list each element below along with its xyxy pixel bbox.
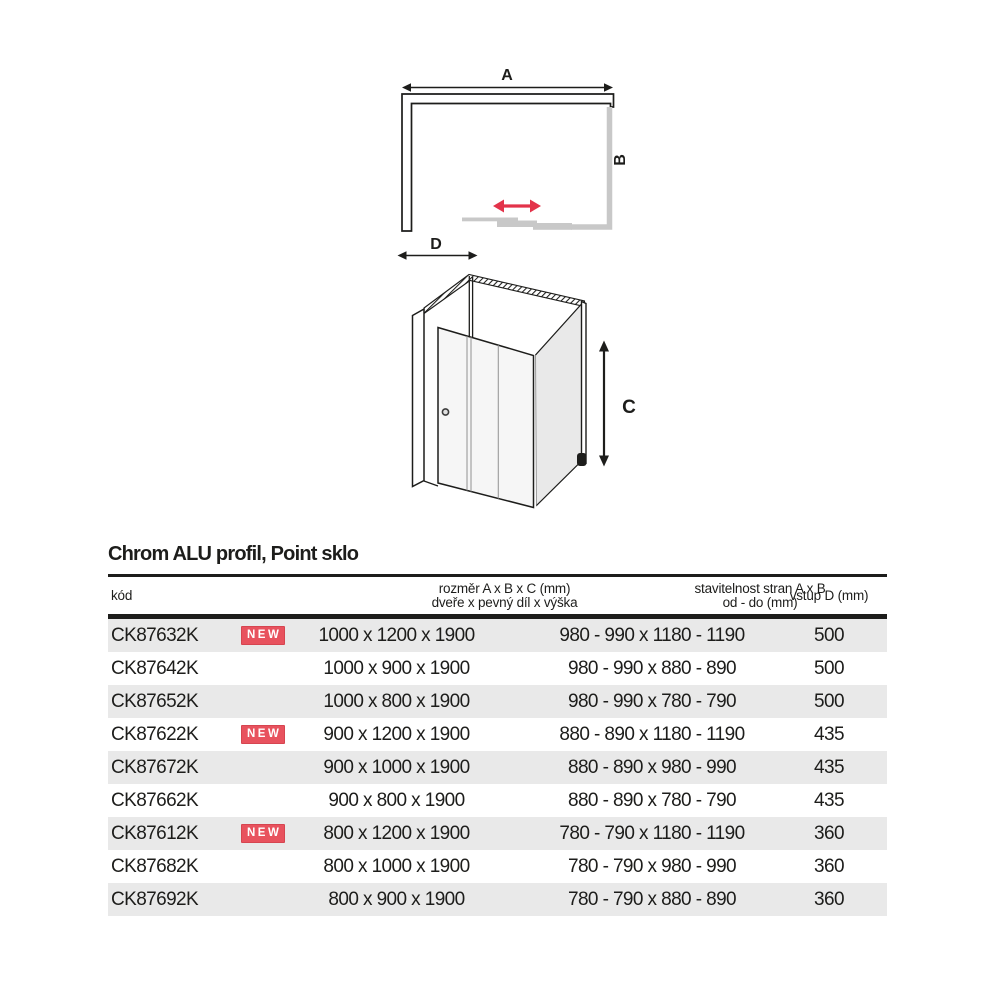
- cell-entry: 360: [814, 823, 844, 844]
- new-badge: NEW: [241, 626, 285, 645]
- cell-adjust: 880 - 890 x 1180 - 1190: [559, 724, 745, 745]
- cell-badge: [240, 619, 300, 652]
- table-row: [108, 817, 887, 850]
- cell-entry: 435: [814, 790, 844, 811]
- cell-code: CK87632K: [111, 625, 199, 646]
- cell-size: 800 x 1200 x 1900: [323, 823, 470, 844]
- cell-badge: [240, 784, 300, 817]
- back-corner-post: [469, 276, 472, 338]
- cell-size: 1000 x 1200 x 1900: [318, 625, 475, 646]
- cell-adjust: 780 - 790 x 1180 - 1190: [559, 823, 745, 844]
- cell-adjust: 780 - 790 x 980 - 990: [567, 856, 737, 877]
- isometric-diagram: [400, 268, 660, 520]
- cell-code: CK87662K: [111, 790, 199, 811]
- cell-entry: 435: [814, 724, 844, 745]
- cell-adjust: 980 - 990 x 880 - 890: [567, 658, 737, 679]
- cell-entry: 500: [814, 625, 844, 646]
- table-row: [108, 685, 887, 718]
- header-adjust-line1: stavitelnost stran A x B: [694, 580, 826, 596]
- new-badge: NEW: [241, 824, 285, 843]
- right-profile-post: [582, 302, 587, 464]
- cell-code: CK87612K: [111, 823, 199, 844]
- fixed-side-wall: [571, 107, 610, 227]
- plan-diagram: [385, 55, 665, 270]
- table-row: [108, 883, 887, 916]
- cell-adjust: 880 - 890 x 980 - 990: [567, 757, 737, 778]
- cell-entry: 360: [814, 856, 844, 877]
- top-wall-band: [424, 275, 585, 314]
- new-badge: NEW: [241, 725, 285, 744]
- cell-entry: 360: [814, 889, 844, 910]
- header-size: [408, 582, 601, 610]
- cell-code: CK87642K: [111, 658, 199, 679]
- dimension-c-label: C: [622, 397, 636, 418]
- table-row: [108, 619, 887, 652]
- cell-size: 900 x 1000 x 1900: [323, 757, 470, 778]
- cell-badge: [240, 850, 300, 883]
- door-handle-knob: [442, 409, 448, 415]
- cell-code: CK87622K: [111, 724, 199, 745]
- cell-code: CK87682K: [111, 856, 199, 877]
- profile-foot: [577, 453, 587, 466]
- cell-size: 1000 x 900 x 1900: [323, 658, 470, 679]
- header-size-line2: dveře x pevný díl x výška: [431, 594, 578, 610]
- table-row: [108, 850, 887, 883]
- cell-size: 900 x 800 x 1900: [328, 790, 465, 811]
- cell-badge: [240, 817, 300, 850]
- cell-size: 1000 x 800 x 1900: [323, 691, 470, 712]
- wall-profile-outline: [402, 94, 614, 231]
- table-row: [108, 718, 887, 751]
- cell-badge: [240, 751, 300, 784]
- page-title: Chrom ALU profil, Point sklo: [108, 543, 359, 565]
- cell-badge: [240, 652, 300, 685]
- floor-edge: [424, 481, 438, 486]
- cell-entry: 500: [814, 691, 844, 712]
- cell-code: CK87672K: [111, 757, 199, 778]
- product-spec-table: [108, 574, 887, 916]
- cell-size: 800 x 900 x 1900: [328, 889, 465, 910]
- cell-adjust: 780 - 790 x 880 - 890: [567, 889, 737, 910]
- header-adjustability: [601, 582, 919, 610]
- cell-entry: 500: [814, 658, 844, 679]
- header-size-line1: rozměr A x B x C (mm): [438, 580, 571, 596]
- dimension-c-arrow: [599, 341, 609, 467]
- dimension-a-label: A: [501, 67, 513, 84]
- dimension-d-label: D: [430, 236, 442, 253]
- header-entry: vstup D (mm): [789, 587, 869, 603]
- wall-mounting-profile: [413, 309, 425, 487]
- slide-direction-arrow: [493, 200, 541, 213]
- cell-badge: [240, 883, 300, 916]
- cell-adjust: 880 - 890 x 780 - 790: [567, 790, 737, 811]
- table-row: [108, 652, 887, 685]
- cell-adjust: 980 - 990 x 780 - 790: [567, 691, 737, 712]
- header-adjust-line2: od - do (mm): [722, 594, 798, 610]
- cell-badge: [240, 685, 300, 718]
- cell-code: CK87652K: [111, 691, 199, 712]
- cell-adjust: 980 - 990 x 1180 - 1190: [559, 625, 745, 646]
- cell-size: 900 x 1200 x 1900: [323, 724, 470, 745]
- dimension-b-label: B: [612, 154, 629, 166]
- dimension-a-arrow: [402, 83, 613, 92]
- table-header: [108, 577, 887, 619]
- cell-badge: [240, 718, 300, 751]
- table-row: [108, 784, 887, 817]
- sliding-panels: [462, 218, 572, 230]
- cell-entry: 435: [814, 757, 844, 778]
- sliding-door-front: [438, 328, 534, 508]
- header-code: kód: [111, 587, 133, 603]
- table-row: [108, 751, 887, 784]
- side-glass-panel: [536, 304, 582, 506]
- cell-size: 800 x 1000 x 1900: [323, 856, 470, 877]
- cell-code: CK87692K: [111, 889, 199, 910]
